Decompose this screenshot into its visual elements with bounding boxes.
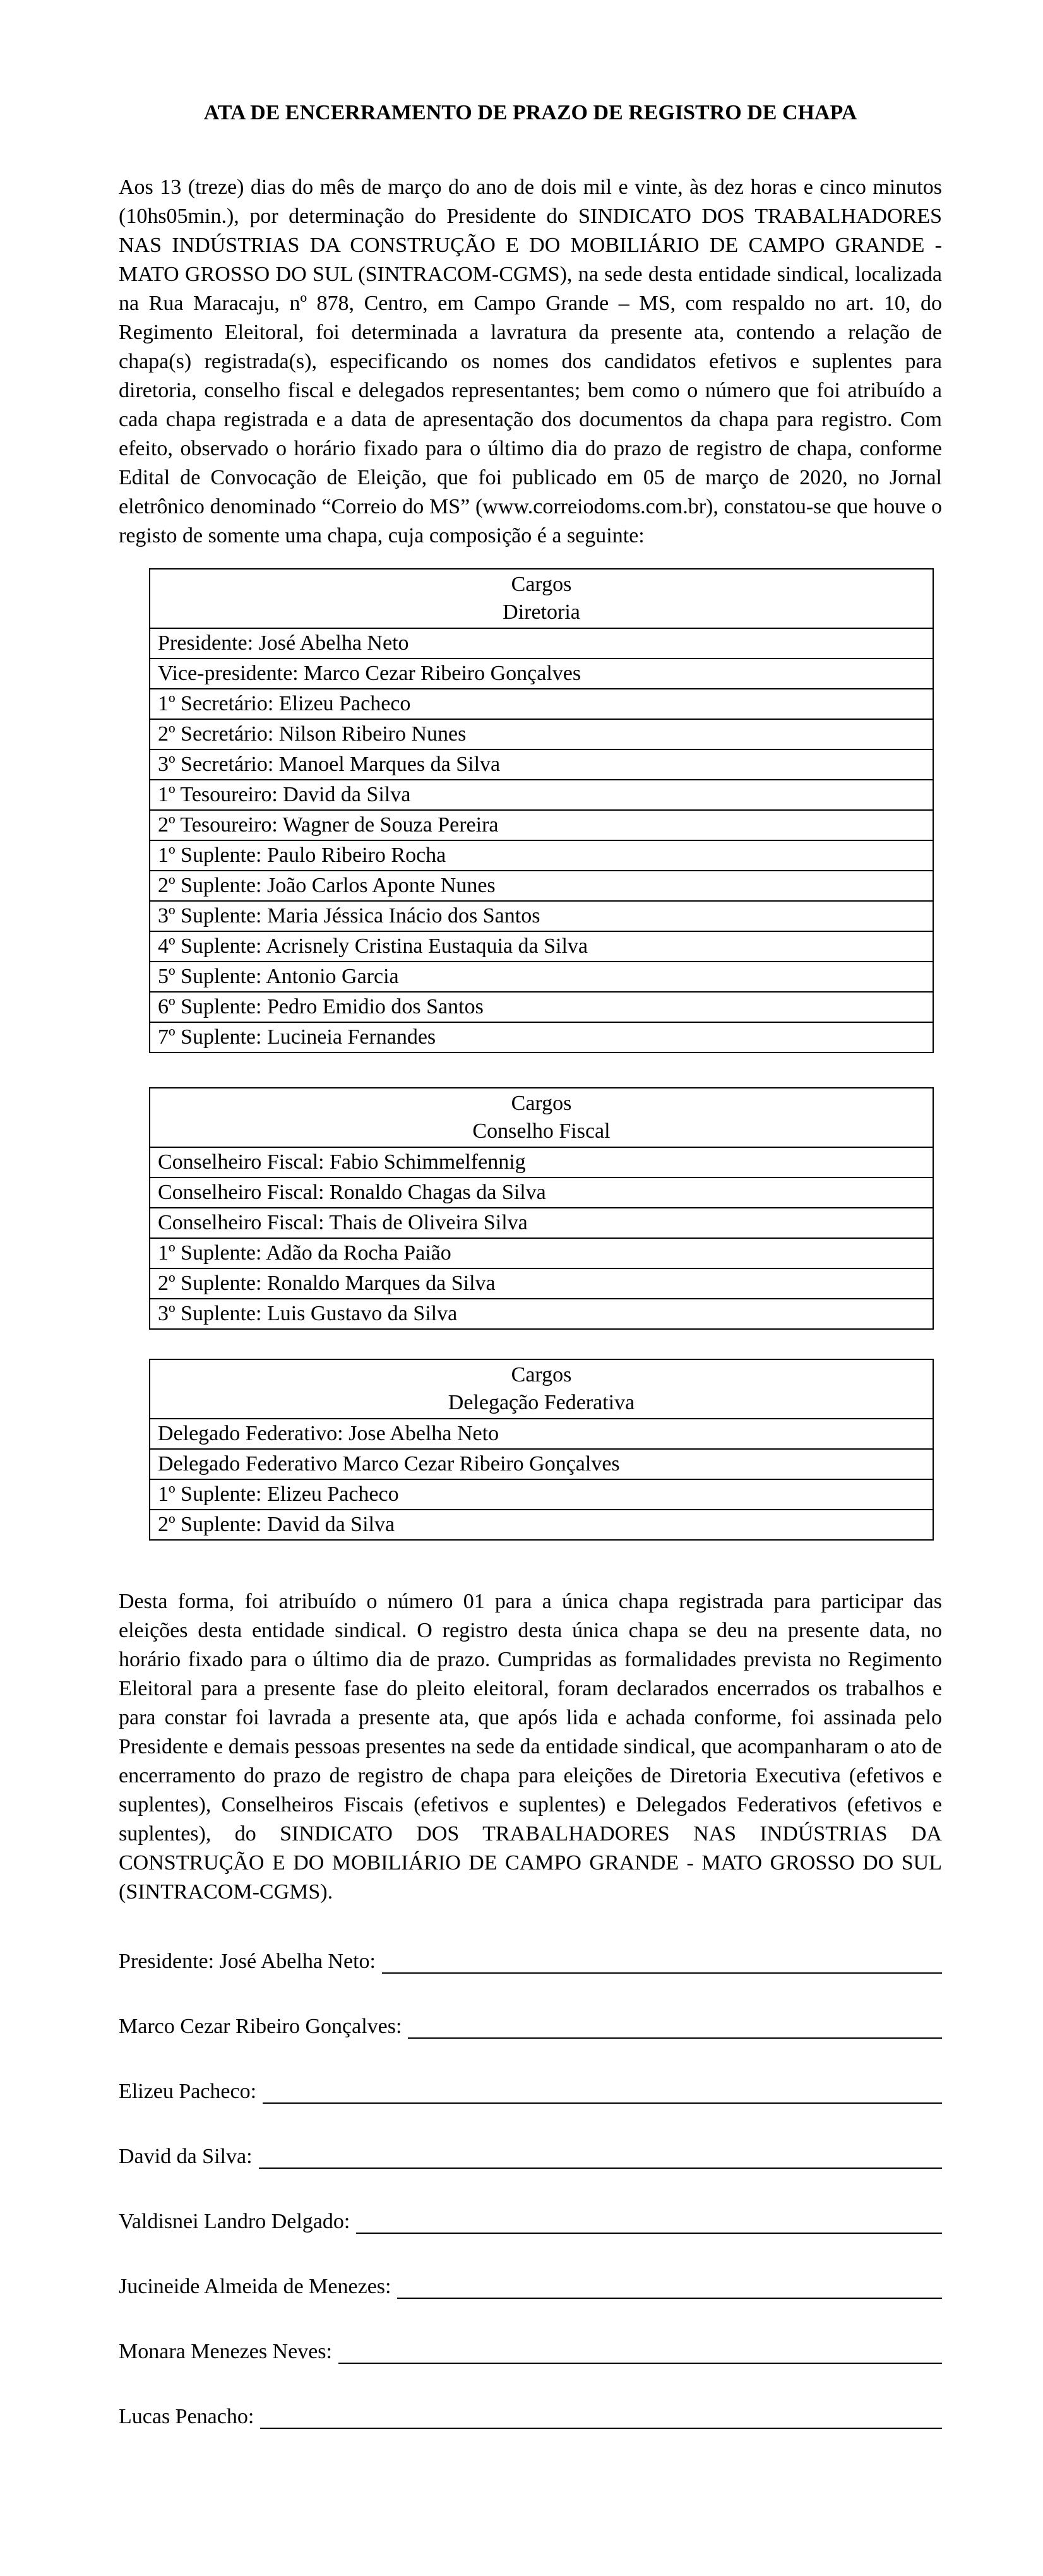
table-row	[150, 689, 933, 719]
signature-line	[263, 2102, 942, 2104]
signature-label: Elizeu Pacheco:	[119, 2080, 257, 2103]
table-row	[150, 1510, 933, 1540]
table-header-cell	[150, 1359, 933, 1419]
table-row	[150, 1419, 933, 1449]
table-row-cell: 7º Suplente: Lucineia Fernandes	[150, 1022, 933, 1052]
table-row	[150, 1268, 933, 1299]
signature-line	[397, 2298, 942, 2299]
table-row-cell: 4º Suplente: Acrisnely Cristina Eustaquia da Silva	[150, 931, 933, 962]
table-header-line: Conselho Fiscal	[472, 1119, 611, 1143]
table-row	[150, 931, 933, 962]
table-row	[150, 810, 933, 840]
table-row-cell: 2º Suplente: David da Silva	[150, 1510, 933, 1540]
table-row	[150, 628, 933, 659]
table-row-cell: 2º Secretário: Nilson Ribeiro Nunes	[150, 719, 933, 749]
table-row-cell: 1º Secretário: Elizeu Pacheco	[150, 689, 933, 719]
signature-line	[356, 2233, 942, 2234]
table-row	[150, 1299, 933, 1329]
signatures-section	[119, 1947, 942, 2431]
table-row-cell: Vice-presidente: Marco Cezar Ribeiro Gonçalves	[150, 659, 933, 689]
signature-row	[119, 2012, 942, 2041]
table-row	[150, 840, 933, 871]
table-header-line: Cargos	[511, 573, 572, 596]
signature-row	[119, 2142, 942, 2171]
table-row-cell: 2º Suplente: Ronaldo Marques da Silva	[150, 1268, 933, 1299]
signature-row	[119, 2337, 942, 2366]
table-row	[150, 871, 933, 901]
signature-line	[382, 1972, 942, 1974]
table-row-cell: 3º Secretário: Manoel Marques da Silva	[150, 749, 933, 780]
document-title: ATA DE ENCERRAMENTO DE PRAZO DE REGISTRO DE CHAPA	[203, 101, 857, 124]
table-header-cell	[150, 1088, 933, 1147]
table-row	[150, 992, 933, 1022]
table-row-cell: Presidente: José Abelha Neto	[150, 628, 933, 659]
signature-line	[408, 2037, 942, 2039]
table-row-cell: 3º Suplente: Luis Gustavo da Silva	[150, 1299, 933, 1329]
table-row	[150, 1238, 933, 1268]
table-row-cell: 6º Suplente: Pedro Emidio dos Santos	[150, 992, 933, 1022]
table-row-cell: Conselheiro Fiscal: Thais de Oliveira Silva	[150, 1208, 933, 1238]
table-row	[150, 659, 933, 689]
cargos-table-3	[149, 1359, 934, 1541]
table-row	[150, 1479, 933, 1510]
table-row	[150, 962, 933, 992]
signature-label: Presidente: José Abelha Neto:	[119, 1950, 376, 1973]
signature-row	[119, 2077, 942, 2106]
table-row-cell: 2º Tesoureiro: Wagner de Souza Pereira	[150, 810, 933, 840]
table-header-line: Cargos	[511, 1092, 572, 1115]
table-row-cell: Conselheiro Fiscal: Ronaldo Chagas da Silva	[150, 1178, 933, 1208]
tables-section	[119, 568, 942, 1541]
table-header-cell	[150, 569, 933, 628]
signature-label: Jucineide Almeida de Menezes:	[119, 2275, 391, 2298]
table-row-cell: 1º Tesoureiro: David da Silva	[150, 780, 933, 810]
signature-row	[119, 1947, 942, 1976]
table-row	[150, 1178, 933, 1208]
closing-paragraph: Desta forma, foi atribuído o número 01 para a única chapa registrada para participar das eleições desta entidade sindical. O registro desta única chapa se deu na presente data, no horário fixado para o último dia de prazo. Cumpridas as formalidades prevista no Regimento Eleitoral para a presente fase do pleito eleitoral, foram declarados encerrados os trabalhos e para constar foi lavrada a presente ata, que após lida e achada conforme, foi assinada pelo Presidente e demais pessoas presentes na sede da entidade sindical, que acompanharam o ato de encerramento do prazo de registro de chapa para eleições de Diretoria Executiva (efetivos e suplentes), Conselheiros Fiscais (efetivos e suplentes) e Delegados Federativos (efetivos e suplentes), do SINDICATO DOS TRABALHADORES NAS INDÚSTRIAS DA CONSTRUÇÃO E DO MOBILIÁRIO DE CAMPO GRANDE - MATO GROSSO DO SUL (SINTRACOM-CGMS).	[119, 1590, 942, 1904]
signature-label: Lucas Penacho:	[119, 2405, 254, 2428]
cargos-table-1	[149, 568, 934, 1053]
signature-line	[259, 2168, 942, 2169]
signature-line	[260, 2428, 942, 2429]
table-row-cell: Conselheiro Fiscal: Fabio Schimmelfennig	[150, 1147, 933, 1178]
table-row	[150, 780, 933, 810]
signature-label: Monara Menezes Neves:	[119, 2340, 332, 2363]
table-row	[150, 1449, 933, 1479]
table-row-cell: 1º Suplente: Paulo Ribeiro Rocha	[150, 840, 933, 871]
table-row-cell: 1º Suplente: Elizeu Pacheco	[150, 1479, 933, 1510]
signature-row	[119, 2272, 942, 2301]
table-row-cell: Delegado Federativo: Jose Abelha Neto	[150, 1419, 933, 1449]
table-row-cell: 2º Suplente: João Carlos Aponte Nunes	[150, 871, 933, 901]
table-row-cell: 3º Suplente: Maria Jéssica Inácio dos Santos	[150, 901, 933, 931]
table-row	[150, 1022, 933, 1052]
table-row	[150, 1208, 933, 1238]
signature-label: David da Silva:	[119, 2145, 253, 2168]
signature-row	[119, 2402, 942, 2431]
signature-label: Valdisnei Landro Delgado:	[119, 2210, 350, 2233]
table-header-line: Delegação Federativa	[448, 1391, 635, 1414]
table-row	[150, 719, 933, 749]
table-row-cell: Delegado Federativo Marco Cezar Ribeiro Gonçalves	[150, 1449, 933, 1479]
table-header-line: Diretoria	[503, 600, 580, 624]
table-row-cell: 1º Suplente: Adão da Rocha Paião	[150, 1238, 933, 1268]
table-row-cell: 5º Suplente: Antonio Garcia	[150, 962, 933, 992]
opening-paragraph: Aos 13 (treze) dias do mês de março do ano de dois mil e vinte, às dez horas e cinco minutos (10hs05min.), por determinação do Presidente do SINDICATO DOS TRABALHADORES NAS INDÚSTRIAS DA CONSTRUÇÃO E DO MOBILIÁRIO DE CAMPO GRANDE - MATO GROSSO DO SUL (SINTRACOM-CGMS), na sede desta entidade sindical, localizada na Rua Maracaju, nº 878, Centro, em Campo Grande – MS, com respaldo no art. 10, do Regimento Eleitoral, foi determinada a lavratura da presente ata, contendo a relação de chapa(s) registrada(s), especificando os nomes dos candidatos efetivos e suplentes para diretoria, conselho fiscal e delegados representantes; bem como o número que foi atribuído a cada chapa registrada e a data de apresentação dos documentos da chapa para registro. Com efeito, observado o horário fixado para o último dia do prazo de registro de chapa, conforme Edital de Convocação de Eleição, que foi publicado em 05 de março de 2020, no Jornal eletrônico denominado “Correio do MS” (www.correiodoms.com.br), constatou-se que houve o registo de somente uma chapa, cuja composição é a seguinte:	[119, 176, 942, 547]
cargos-table-2	[149, 1087, 934, 1330]
table-row	[150, 749, 933, 780]
table-header-line: Cargos	[511, 1363, 572, 1386]
signature-line	[338, 2363, 942, 2364]
table-row	[150, 1147, 933, 1178]
signature-row	[119, 2207, 942, 2236]
table-row	[150, 901, 933, 931]
signature-label: Marco Cezar Ribeiro Gonçalves:	[119, 2015, 402, 2038]
